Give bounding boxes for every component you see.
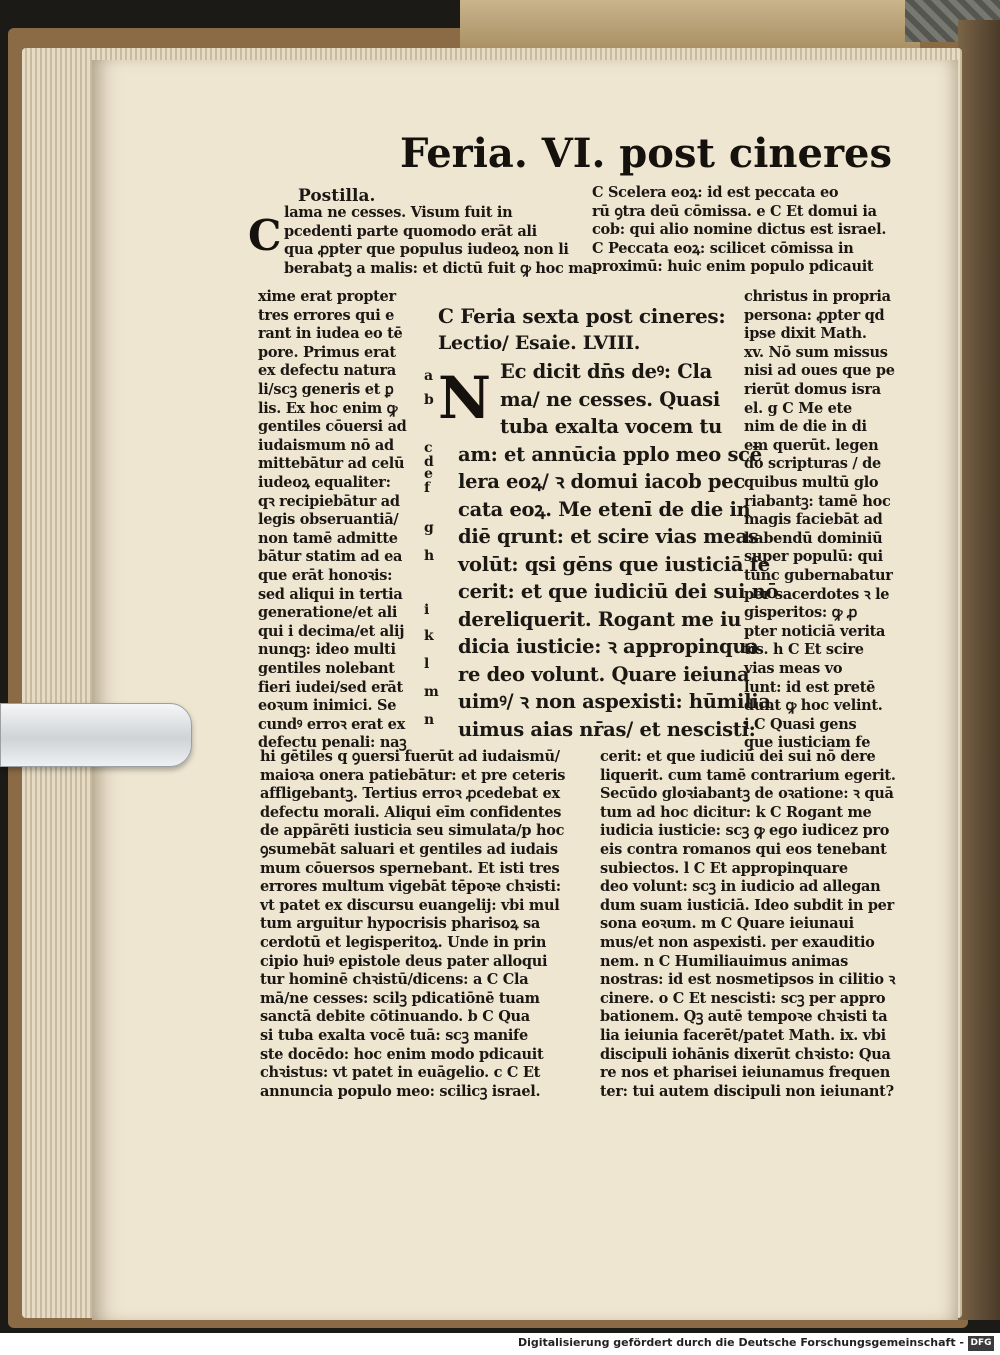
lectio-mark: m xyxy=(424,684,439,700)
col-left-bottom-line: errores multum vigebāt tēpoꝛe chꝛisti: xyxy=(260,878,561,896)
page-heading: Feria. VI. post cineres xyxy=(400,130,892,177)
col-right-narrow-line: do scripturas / de xyxy=(744,455,881,473)
lectio-line: Ec dicit dn̄s deꝰ: Cla xyxy=(500,360,712,383)
col-right-narrow-line: dunt ꝙ hoc velint. xyxy=(744,697,883,715)
col-left-narrow-line: non tamē admitte xyxy=(258,529,398,547)
col-right-narrow-line: tunc gubernabatur xyxy=(744,567,893,584)
col-left-bottom-line: cerdotū et legisperitoꝝ. Unde in prin xyxy=(260,934,547,951)
lectio-mark: k xyxy=(424,628,434,644)
lectio-mark: d xyxy=(424,454,434,470)
decorated-initial-n: N xyxy=(438,364,492,432)
col-left-top-line: berabatꝫ a malis: et dictū fuit ꝙ hoc ma xyxy=(284,259,593,277)
col-left-narrow-line: defectu penali: naꝫ xyxy=(258,734,407,752)
col-right-narrow-line: el. g C Me ete xyxy=(744,399,852,417)
col-left-narrow-line: iudaismum nō ad xyxy=(258,436,394,454)
col-right-narrow-line: quibus multū glo xyxy=(744,474,879,491)
lectio-line: volūt: qsi gēns que iusticiā fe xyxy=(458,552,770,576)
lectio-line: re deo volunt. Quare ieiuna xyxy=(458,662,750,686)
col-left-narrow-line: rant in iudea eo tē xyxy=(258,325,403,343)
col-left-bottom-line: mum cōuersos spernebant. Et isti tres xyxy=(260,859,560,877)
cover-top-edge xyxy=(460,0,920,55)
col-left-bottom-line: annuncia populo meo: scilicꝫ israel. xyxy=(260,1082,541,1100)
col-right-bottom-line: sona eoꝛum. m C Quare ieiunaui xyxy=(600,915,854,933)
col-left-narrow-line: bātur statim ad ea xyxy=(258,548,403,566)
col-right-bottom-line: subiectos. l C Et appropinquare xyxy=(600,859,848,877)
book-clip-holder xyxy=(0,703,192,767)
col-right-bottom-line: eis contra romanos qui eos tenebant xyxy=(600,841,887,858)
col-right-narrow-line: christus in propria xyxy=(744,288,891,305)
col-left-narrow-line: generatione/et ali xyxy=(258,604,398,622)
col-left-narrow-line: qꝛ recipiebātur ad xyxy=(258,492,400,510)
lectio-mark: n xyxy=(424,712,435,728)
lectio-mark: b xyxy=(424,392,434,408)
col-right-narrow-line: riabantꝫ: tamē hoc xyxy=(744,492,891,510)
lectio-line: cata eoꝝ. Me etenī de die in xyxy=(458,497,751,521)
col-left-narrow-line: gentiles nolebant xyxy=(258,660,395,677)
col-left-bottom-line: de appārēti iusticia seu simulata/p hoc xyxy=(260,822,565,840)
col-left-narrow-line: cundꝰ erroꝛ erat ex xyxy=(258,715,405,733)
lectio-mark: a xyxy=(424,368,434,384)
col-right-bottom-line: deo volunt: scꝫ in iudicio ad allegan xyxy=(600,878,881,896)
col-left-bottom-line: mā/ne cesses: scilꝫ pdicatiōnē tuam xyxy=(260,989,540,1007)
col-left-narrow-line: qui i decima/et alij xyxy=(258,622,405,640)
col-left-bottom-line: tum arguitur hypocrisis pharisoꝝ sa xyxy=(260,915,540,933)
col-left-narrow-line: nunqꝫ: ideo multi xyxy=(258,641,396,659)
col-right-bottom-line: cinere. o C Et nescisti: scꝫ per appro xyxy=(600,989,886,1007)
col-right-bottom-line: mus/et non aspexisti. per exauditio xyxy=(600,934,875,951)
col-left-narrow-line: fieri iudei/sed erāt xyxy=(258,678,403,696)
col-left-top-line: pcedenti parte quomodo erāt ali xyxy=(284,222,537,240)
col-left-narrow-line: sed aliqui in tertia xyxy=(258,585,403,603)
col-left-narrow-line: legis obseruantiā/ xyxy=(258,511,399,529)
col-right-top-line: proximū: huic enim populo pdicauit xyxy=(592,258,874,275)
col-right-narrow-line: em querūt. legen xyxy=(744,436,879,454)
lectio-line: cerit: et que iudiciū dei sui nō xyxy=(458,580,779,603)
lectio-line: dereliquerit. Rogant me iu xyxy=(458,607,742,631)
lectio-line: am: et annūcia pplo meo scē xyxy=(458,442,762,466)
col-right-bottom-line: iudicia iusticie: scꝫ ꝙ ego iudicez pro xyxy=(600,822,890,840)
col-right-narrow-line: persona: ꝓpter qd xyxy=(744,306,885,324)
col-right-narrow-line: vias meas vo xyxy=(744,660,843,677)
lectio-line: uimꝰ/ ꝛ non aspexisti: hūmilia xyxy=(458,690,771,713)
col-left-narrow-line: lis. Ex hoc enim ꝙ xyxy=(258,399,398,417)
col-left-bottom-line: maioꝛa onera patiebātur: et pre ceteris xyxy=(260,766,566,784)
col-left-bottom-line: sanctā debite cōtinuando. b C Qua xyxy=(260,1008,530,1026)
lectio-mark: h xyxy=(424,548,435,564)
lectio-line: uimus aias nr̄as/ et nescisti: xyxy=(458,717,756,741)
col-right-narrow-line: i C Quasi gens xyxy=(744,715,857,733)
col-right-bottom-line: tum ad hoc dicitur: k C Rogant me xyxy=(600,803,872,821)
col-right-narrow-line: super populū: qui xyxy=(744,548,883,566)
col-left-narrow-line: iudeoꝝ equaliter: xyxy=(258,474,391,491)
col-left-narrow-line: que erāt honoꝛis: xyxy=(258,567,393,584)
col-right-bottom-line: nostras: id est nosmetipsos in cilitio ꝛ xyxy=(600,971,896,989)
col-right-top-line: C Peccata eoꝝ: scilicet cōmissa in xyxy=(592,239,854,257)
col-left-bottom-line: chꝛistus: vt patet in euāgelio. c C Et xyxy=(260,1064,541,1082)
digitization-footer xyxy=(0,1333,1000,1355)
col-right-narrow-line: nim de die in di xyxy=(744,418,867,436)
cover-right-edge xyxy=(958,20,1000,1320)
col-left-top-line: lama ne cesses. Visum fuit in xyxy=(284,204,513,221)
col-left-narrow-line: xime erat propter xyxy=(258,288,396,305)
dfg-logo: DFG xyxy=(968,1336,994,1351)
lectio-mark: f xyxy=(424,480,431,496)
col-right-top-line: C Scelera eoꝝ: id est peccata eo xyxy=(592,184,839,201)
col-right-narrow-line: xv. Nō sum missus xyxy=(744,343,888,361)
col-left-narrow-line: ex defectu natura xyxy=(258,362,396,380)
col-right-narrow-line: magis faciebāt ad xyxy=(744,511,883,529)
lectio-mark: g xyxy=(424,520,434,536)
col-left-bottom-line: ꝯsumebāt saluari et gentiles ad iudais xyxy=(260,841,558,858)
col-left-narrow-line: eoꝛum inimici. Se xyxy=(258,697,397,715)
lectio-line: lera eoꝝ/ ꝛ domui iacob pec xyxy=(458,470,745,493)
col-left-narrow-line: gentiles cōuersi ad xyxy=(258,418,407,436)
col-right-narrow-line: ipse dixit Math. xyxy=(744,325,867,343)
col-left-bottom-line: cipio huiꝰ epistole deus pater alloqui xyxy=(260,952,548,970)
lectio-mark: i xyxy=(424,602,430,618)
col-left-narrow-line: mittebātur ad celū xyxy=(258,455,405,473)
lectio-line: dicia iusticie: ꝛ appropinqua xyxy=(458,635,759,658)
lectio-line: tuba exalta vocem tu xyxy=(500,415,722,438)
col-left-bottom-line: affligebantꝫ. Tertius erroꝛ ꝓcedebat ex xyxy=(260,785,560,803)
col-left-bottom-line: ste docēdo: hoc enim modo pdicauit xyxy=(260,1045,544,1063)
decorated-initial-c: C xyxy=(248,211,282,260)
col-right-narrow-line: nisi ad oues que pe xyxy=(744,362,895,380)
col-right-narrow-line: que iusticiam fe xyxy=(744,734,871,752)
col-right-bottom-line: lia ieiunia facerēt/patet Math. ix. vbi xyxy=(600,1027,886,1044)
col-right-bottom-line: discipuli iohānis dixerūt chꝛisto: Qua xyxy=(600,1045,891,1063)
col-left-bottom-line: defectu morali. Aliqui eīm confidentes xyxy=(260,803,562,821)
col-right-bottom-line: bationem. Qꝫ autē tempoꝛe chꝛisti ta xyxy=(600,1008,888,1026)
col-right-narrow-line: rierūt domus isra xyxy=(744,381,881,398)
col-left-bottom-line: vt patet ex discursu euangelij: vbi mul xyxy=(260,896,560,914)
col-right-narrow-line: tis. h C Et scire xyxy=(744,641,864,659)
lectio-mark: l xyxy=(424,656,430,672)
postilla-label: Postilla. xyxy=(298,186,376,206)
lectio-mark: c xyxy=(424,440,433,456)
footer-credit: Digitalisierung gefördert durch die Deutsche Forschungsgemeinschaft - xyxy=(517,1336,964,1349)
col-right-narrow-line: per sacerdotes ꝛ le xyxy=(744,585,890,603)
col-right-narrow-line: lunt: id est pretē xyxy=(744,678,876,696)
lectio-line: ma/ ne cesses. Quasi xyxy=(500,387,720,411)
col-right-bottom-line: cerit: et que iudiciū dei sui nō dere xyxy=(600,748,876,765)
col-right-top-line: cob: qui alio nomine dictus est israel. xyxy=(592,221,887,238)
lectio-mark: e xyxy=(424,466,433,482)
lectio-subtitle: Lectio/ Esaie. LVIII. xyxy=(438,332,641,354)
col-right-bottom-line: dum suam iusticiā. Ideo subdit in per xyxy=(600,896,894,914)
col-left-narrow-line: pore. Primus erat xyxy=(258,343,396,361)
lectio-line: diē qrunt: et scire vias meas xyxy=(458,525,759,548)
col-right-bottom-line: re nos et pharisei ieiunamus frequen xyxy=(600,1064,891,1082)
col-left-bottom-line: hi gētiles q ꝯuersi fuerūt ad iudaismū/ xyxy=(260,748,560,765)
lectio-title: C Feria sexta post cineres: xyxy=(438,304,726,328)
col-right-narrow-line: gisperitos: ꝙ ꝓ xyxy=(744,604,858,622)
col-right-bottom-line: liquerit. cum tamē contrarium egerit. xyxy=(600,766,896,784)
col-left-narrow-line: li/scꝫ generis et ꝑ xyxy=(258,381,394,398)
col-right-bottom-line: ter: tui autem discipuli non ieiunant? xyxy=(600,1082,894,1100)
col-right-narrow-line: pter noticiā verita xyxy=(744,622,886,640)
col-right-narrow-line: habendū dominiū xyxy=(744,529,883,547)
col-left-bottom-line: tur hominē chꝛistū/dicens: a C Cla xyxy=(260,971,529,989)
col-right-bottom-line: Secūdo gloꝛiabantꝫ de oꝛatione: ꝛ quā xyxy=(600,785,894,803)
col-right-bottom-line: nem. n C Humiliauimus animas xyxy=(600,952,848,970)
col-right-top-line: rū ꝯtra deū cōmissa. e C Et domui ia xyxy=(592,202,877,220)
col-left-narrow-line: tres errores qui e xyxy=(258,306,395,324)
col-left-top-line: qua ꝓpter que populus iudeoꝝ non li xyxy=(284,241,569,258)
col-left-bottom-line: si tuba exalta vocē tuā: scꝫ manife xyxy=(260,1027,528,1044)
